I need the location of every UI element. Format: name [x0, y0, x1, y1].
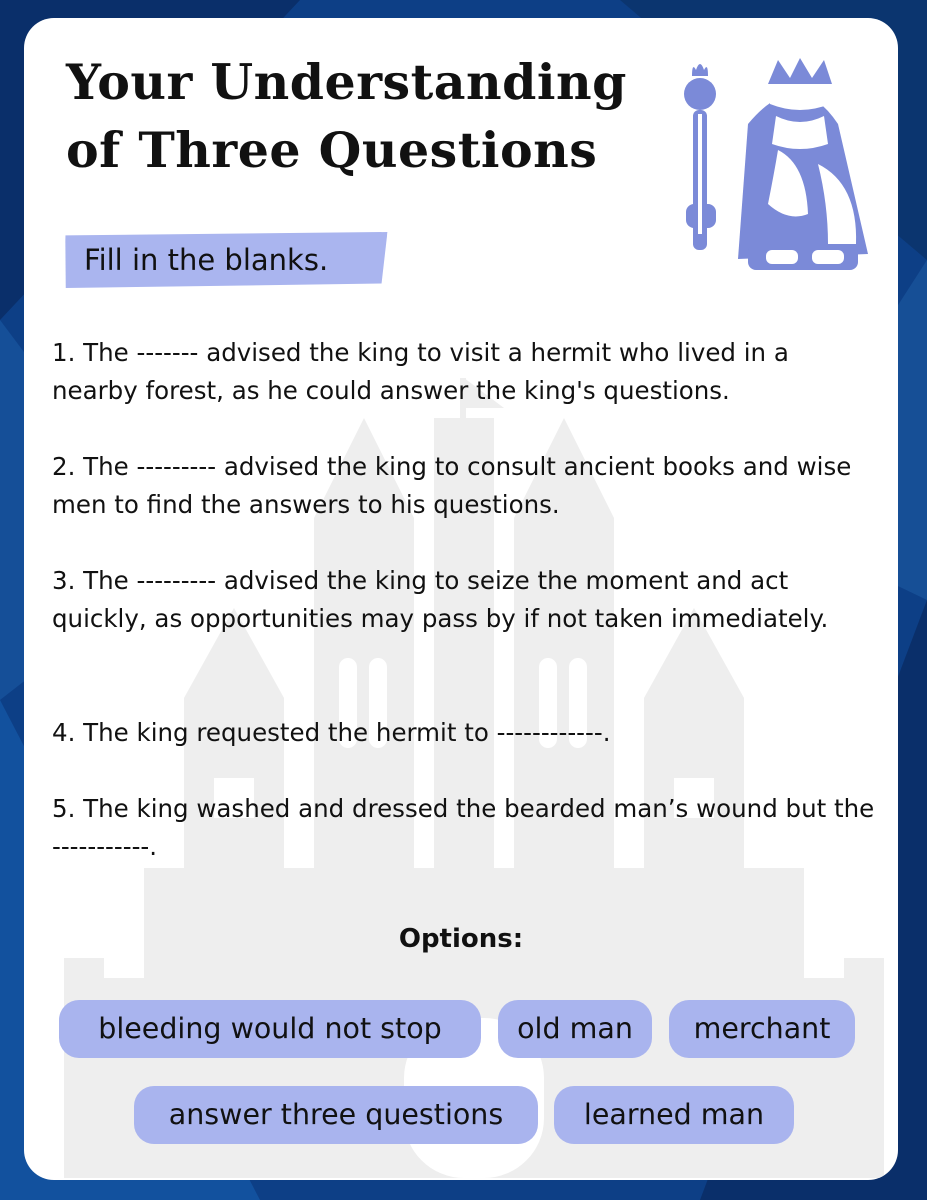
options-heading: Options:: [398, 924, 524, 954]
title-line-1: Your Understanding: [66, 53, 627, 111]
question-2: 2. The --------- advised the king to consult ancient books and wise men to find the answers to his questions.: [52, 452, 852, 519]
question-4: 4. The king requested the hermit to ------------.: [52, 718, 611, 747]
option-chip-learned-man: learned man: [554, 1086, 794, 1144]
question-5: 5. The king washed and dressed the bearded man’s wound but the -----------.: [52, 794, 875, 861]
option-chip-old-man: old man: [498, 1000, 652, 1058]
option-chip-bleeding: bleeding would not stop: [59, 1000, 481, 1058]
title-line-2: of Three Questions: [66, 121, 598, 179]
worksheet-card: [24, 18, 898, 1180]
page-title: [66, 48, 627, 184]
question-1: 1. The ------- advised the king to visit a hermit who lived in a nearby forest, as he could answer the king's questions.: [52, 338, 789, 405]
king-illustration-icon: [678, 54, 878, 274]
option-chip-merchant: merchant: [669, 1000, 855, 1058]
question-3: 3. The --------- advised the king to seize the moment and act quickly, as opportunities may pass by if not taken immediately.: [52, 566, 829, 633]
option-chip-answer-questions: answer three questions: [134, 1086, 538, 1144]
instruction-text: Fill in the blanks.: [84, 243, 329, 277]
